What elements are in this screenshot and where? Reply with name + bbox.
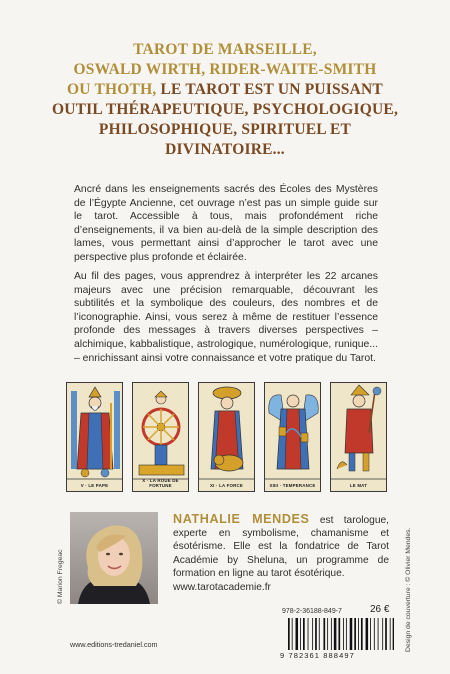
- barcode-bar: [358, 618, 359, 650]
- isbn-number: 978-2-36188-849-7: [282, 608, 342, 615]
- barcode-bar: [327, 618, 328, 650]
- card-caption: X · LA ROUE DE FORTUNE: [142, 478, 179, 488]
- barcode-bar: [370, 618, 371, 650]
- design-credit: [402, 518, 414, 652]
- barcode-bar: [354, 618, 356, 650]
- barcode-bar: [296, 618, 299, 650]
- barcode-bar: [338, 618, 340, 650]
- fool-illustration: [331, 383, 387, 492]
- card-caption: XIIII · TEMPERANCE: [269, 483, 316, 488]
- barcode-bar: [382, 618, 383, 650]
- author-portrait-image: [70, 512, 158, 604]
- barcode-bar: [374, 618, 375, 650]
- pope-illustration: [67, 383, 123, 492]
- author-photo: [70, 512, 158, 604]
- barcode-bar: [323, 618, 325, 650]
- card-caption: V · LE PAPE: [80, 483, 109, 488]
- headline-decks-2: OSWALD WIRTH, RIDER-WAITE-SMITH: [73, 61, 377, 78]
- intro-paragraph: Ancré dans les enseignements sacrés des Écoles des Mystères de l’Égypte Ancienne, cet ouvrage n’est pas un simple guide sur le tarot. Accessible à tous, mais profondément riche d’enseignements, il va bien au-delà de la simple description des lames, vous permettant ainsi d’approcher le tarot avec une perspective plus profonde et éclairée.: [74, 184, 378, 263]
- barcode-bar: [343, 618, 344, 650]
- barcode-bar: [390, 618, 391, 650]
- card-caption: XI · LA FORCE: [210, 483, 243, 488]
- barcode-bar: [385, 618, 387, 650]
- wheel-illustration: [133, 383, 189, 492]
- author-name: NATHALIE MENDES: [173, 512, 310, 526]
- barcode-bar: [308, 618, 309, 650]
- tarot-card-wheel-of-fortune: [132, 382, 189, 492]
- barcode-bar: [346, 618, 347, 650]
- tarot-card-fool: [330, 382, 387, 492]
- headline-statement: LE TAROT EST UN PUISSANT OUTIL THÉRAPEUTIQUE, PSYCHOLOGIQUE, PHILOSOPHIQUE, SPIRITUEL ET DIVINATOIRE...: [51, 81, 399, 158]
- photo-credit-text: © Marion Fregeac: [57, 549, 64, 604]
- strength-illustration: [199, 383, 255, 492]
- barcode-bar: [331, 618, 332, 650]
- headline-decks: TAROT DE MARSEILLE,: [133, 41, 317, 58]
- headline-decks-3: OU THOTH,: [67, 81, 157, 98]
- isbn-barcode: [286, 618, 394, 654]
- tarot-card-row: [66, 382, 386, 494]
- barcode-bar: [361, 618, 363, 650]
- author-website-link[interactable]: www.tarotacademie.fr: [173, 582, 271, 594]
- barcode-bar: [312, 618, 313, 650]
- design-credit-text: Design de couverture : © Olivier Mendes.: [405, 527, 412, 652]
- publisher-website: www.editions-tredaniel.com: [70, 640, 158, 649]
- barcode-bar: [350, 618, 353, 650]
- author-bio-text: est tarologue, experte en symbolisme, chamanisme et ésotérisme. Elle est la fondatrice de Tarot Académie by Sheluna, un programme de formation en ligne au tarot ésotérique.: [173, 515, 390, 579]
- photo-credit: [54, 512, 66, 604]
- barcode-bar: [393, 618, 394, 650]
- price-label: 26 €: [370, 604, 390, 615]
- barcode-bar: [303, 618, 305, 650]
- tarot-card-pope: [66, 382, 123, 492]
- barcode-bar: [378, 618, 379, 650]
- barcode-bar: [315, 618, 317, 650]
- tarot-card-temperance: [264, 382, 321, 492]
- barcode-bar: [319, 618, 320, 650]
- author-bio: [173, 513, 389, 594]
- temperance-illustration: [265, 383, 321, 492]
- card-caption: LE MAT: [349, 483, 368, 488]
- barcode-bar: [300, 618, 301, 650]
- barcode-bar: [366, 618, 369, 650]
- barcode-bar: [292, 618, 293, 650]
- barcode-digits: 9 782361 888497: [280, 651, 355, 660]
- content-paragraph: Au fil des pages, vous apprendrez à interpréter les 22 arcanes majeurs avec une précision remarquable, découvrant les subtilités et la symbolique des couleurs, des nombres et de l’iconographie. Ainsi, vous serez à même de restituer l’essence profonde des messages à travers diverses perspectives – alchimique, kabbalistique, astrologique, numérologique, runique... – enrichissant ainsi votre connaissance et votre pratique du Tarot.: [74, 271, 378, 364]
- barcode-bar: [334, 618, 337, 650]
- tarot-card-strength: [198, 382, 255, 492]
- barcode-bar: [288, 618, 290, 650]
- back-cover-headline: [40, 40, 410, 160]
